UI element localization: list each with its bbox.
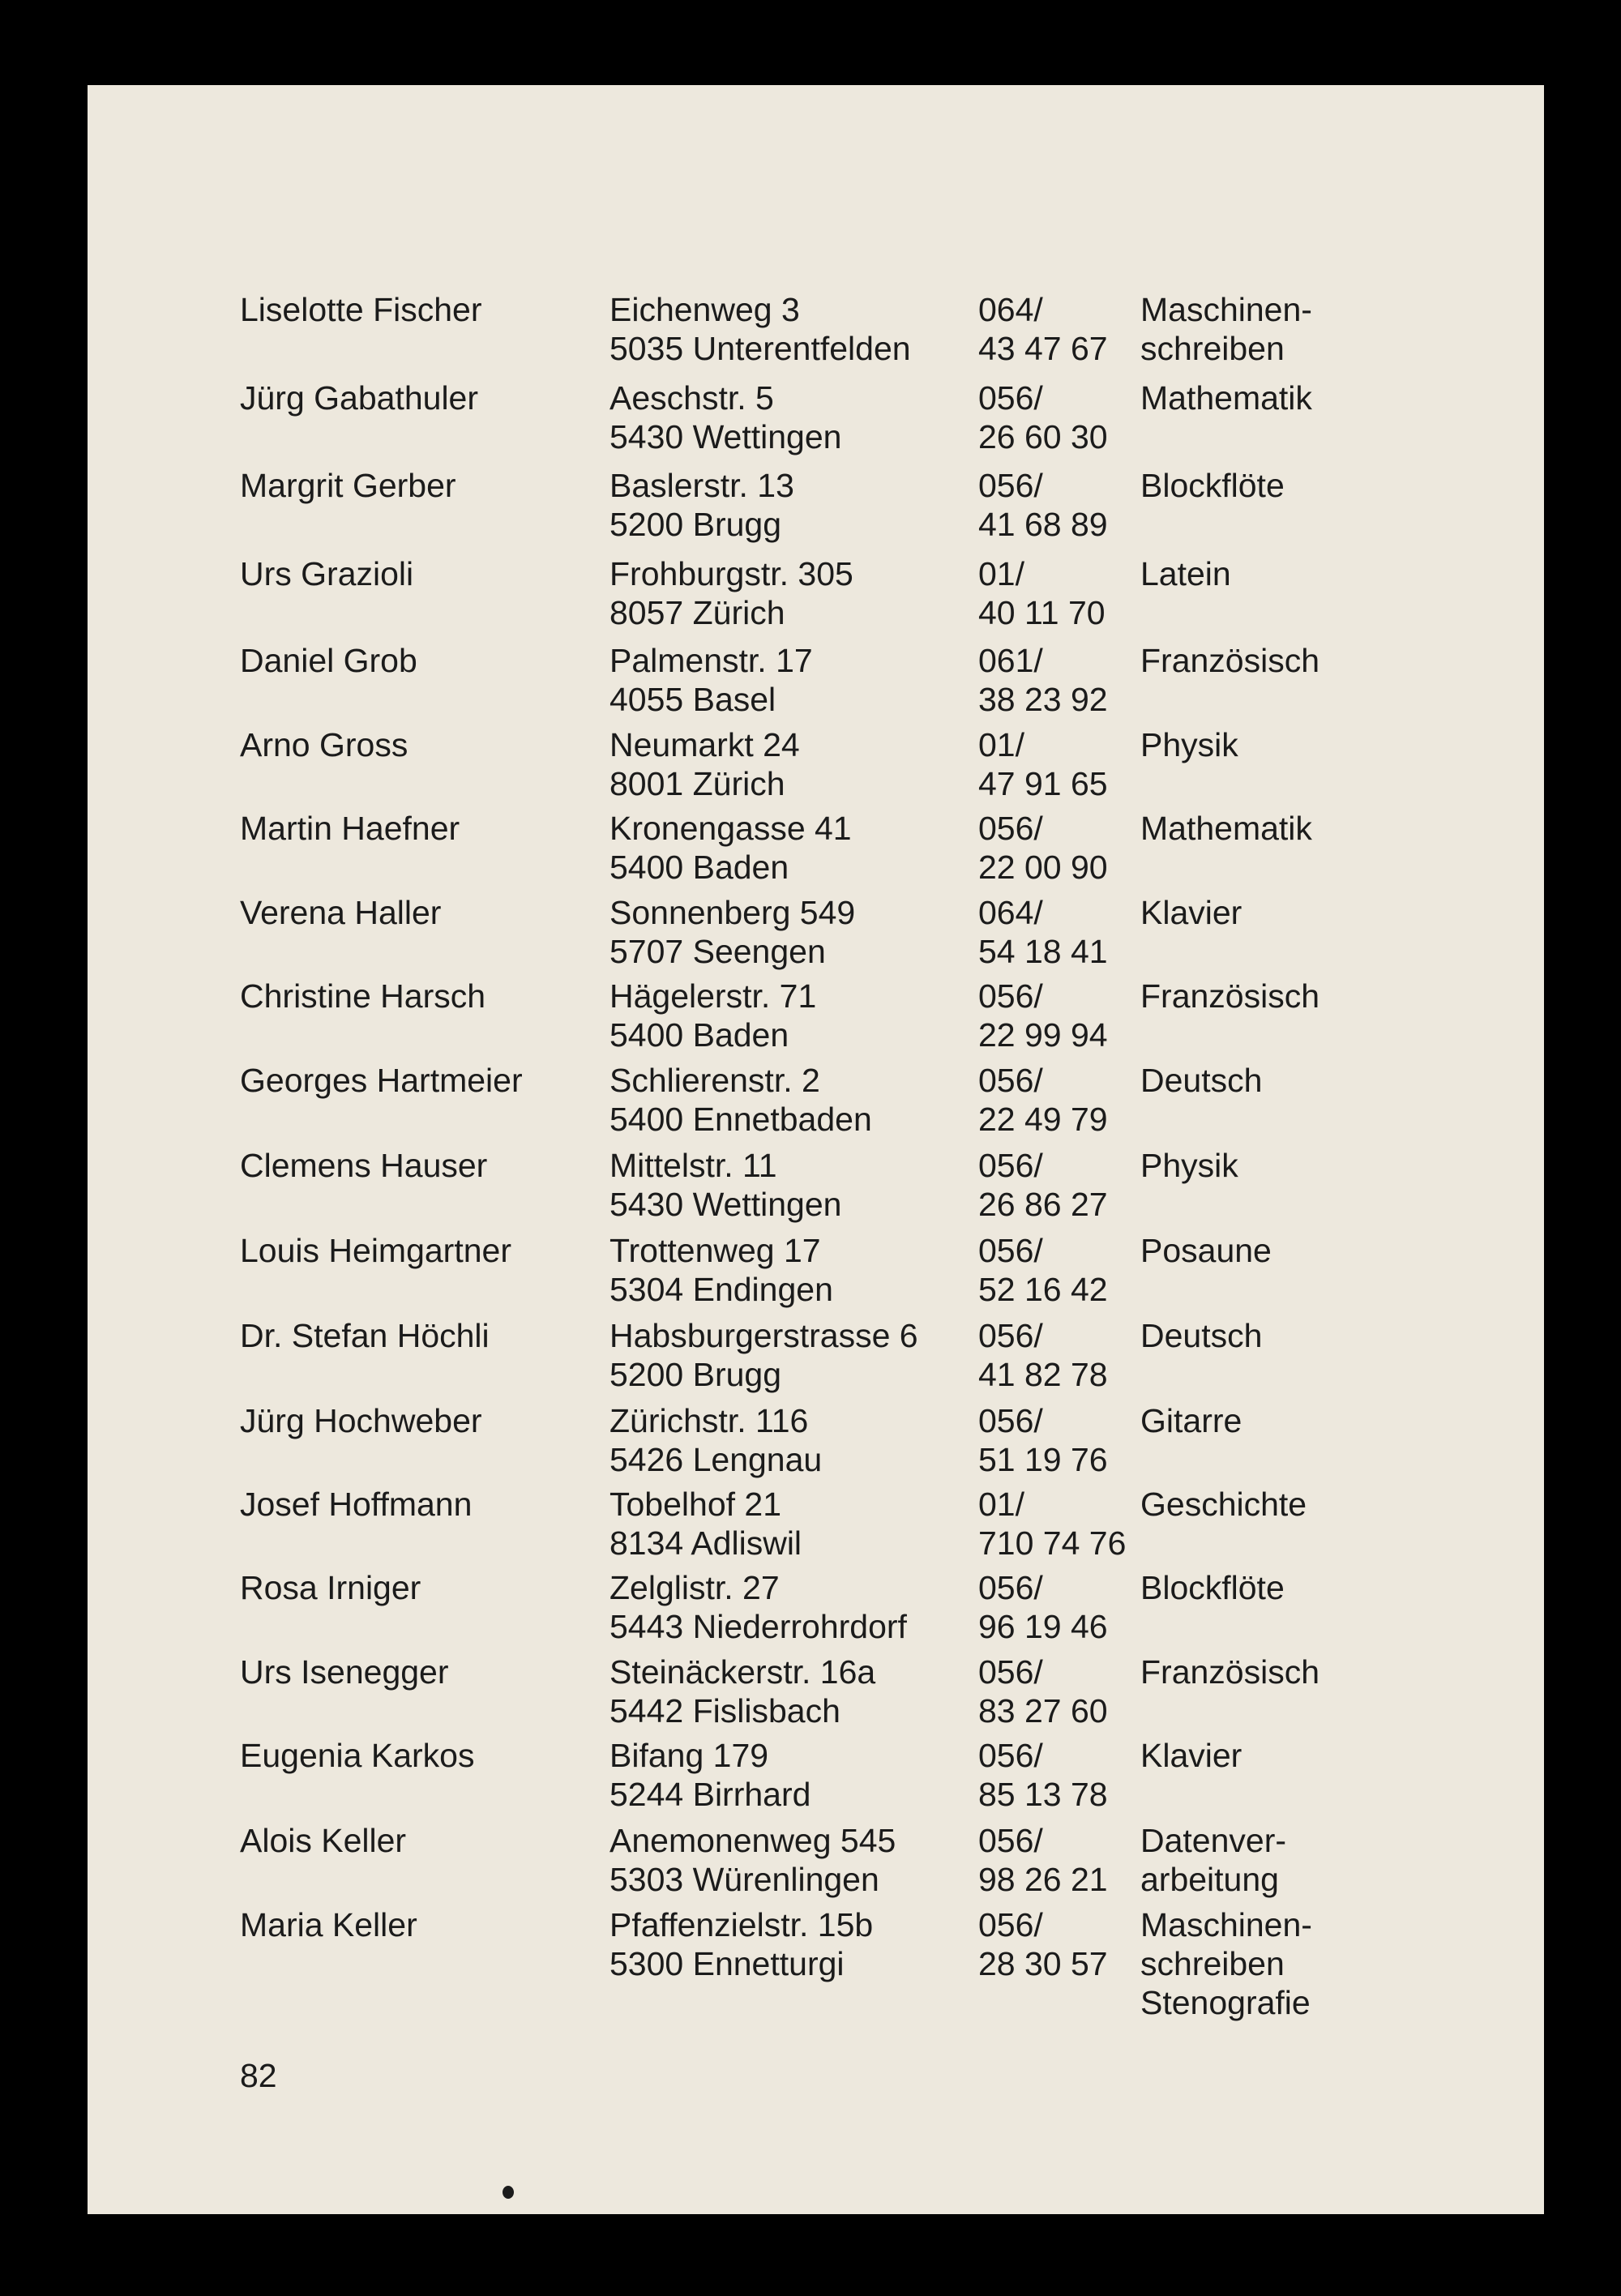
entry-phone: [978, 725, 1108, 803]
text-line: 54 18 41: [978, 933, 1108, 970]
text-line: 056/: [978, 810, 1043, 847]
directory-entry: [88, 1485, 1544, 1574]
text-line: 056/: [978, 467, 1043, 504]
entry-address: [609, 893, 855, 971]
entry-phone: [978, 1061, 1108, 1139]
entry-phone: [978, 1401, 1108, 1479]
entry-address: [609, 1653, 875, 1730]
entry-name: [240, 290, 482, 329]
text-line: 5303 Würenlingen: [609, 1861, 879, 1898]
text-line: Josef Hoffmann: [240, 1486, 473, 1523]
text-line: 51 19 76: [978, 1441, 1108, 1478]
text-line: 98 26 21: [978, 1861, 1108, 1898]
entry-subject: [1140, 809, 1312, 848]
directory-entry: [88, 641, 1544, 730]
directory-entry: [88, 1401, 1544, 1490]
entry-subject: [1140, 466, 1285, 505]
ink-speck: [503, 2186, 514, 2199]
directory-entry: [88, 1905, 1544, 2021]
entry-subject: [1140, 1061, 1262, 1100]
directory-entry: [88, 1061, 1544, 1150]
entry-name: [240, 466, 456, 505]
text-line: Arno Gross: [240, 726, 408, 763]
directory-entry: [88, 466, 1544, 555]
text-line: Clemens Hauser: [240, 1147, 488, 1184]
text-line: 5400 Ennetbaden: [609, 1101, 872, 1138]
text-line: 22 99 94: [978, 1016, 1108, 1054]
text-line: Posaune: [1140, 1232, 1272, 1269]
text-line: Rosa Irniger: [240, 1569, 421, 1606]
text-line: 5300 Ennetturgi: [609, 1945, 845, 1982]
text-line: 056/: [978, 1822, 1043, 1859]
directory-entry: [88, 1821, 1544, 1910]
text-line: 5430 Wettingen: [609, 1186, 842, 1223]
text-line: 5400 Baden: [609, 1016, 789, 1054]
text-line: 8134 Adliswil: [609, 1524, 802, 1562]
entry-name: [240, 1316, 490, 1355]
text-line: Zelglistr. 27: [609, 1569, 780, 1606]
entry-name: [240, 1568, 421, 1607]
entry-subject: [1140, 1401, 1242, 1440]
text-line: 056/: [978, 1317, 1043, 1354]
text-line: Dr. Stefan Höchli: [240, 1317, 490, 1354]
text-line: 43 47 67: [978, 330, 1108, 367]
text-line: 056/: [978, 1737, 1043, 1774]
text-line: Trottenweg 17: [609, 1232, 821, 1269]
entry-phone: [978, 893, 1108, 971]
directory-entry: [88, 1231, 1544, 1320]
entry-address: [609, 290, 911, 368]
text-line: 22 00 90: [978, 849, 1108, 886]
entry-name: [240, 1485, 472, 1524]
text-line: Jürg Hochweber: [240, 1402, 482, 1439]
text-line: Neumarkt 24: [609, 726, 800, 763]
entry-name: [240, 893, 441, 932]
entry-name: [240, 809, 460, 848]
entry-subject: [1140, 1568, 1285, 1607]
text-line: 5200 Brugg: [609, 506, 782, 543]
directory-entry: [88, 1146, 1544, 1235]
entry-subject: [1140, 641, 1319, 680]
entry-name: [240, 378, 478, 417]
entry-address: [609, 977, 816, 1054]
text-line: 96 19 46: [978, 1608, 1108, 1645]
entry-name: [240, 1653, 449, 1691]
text-line: Eichenweg 3: [609, 291, 800, 328]
entry-address: [609, 1821, 896, 1899]
entry-phone: [978, 1821, 1108, 1899]
text-line: 01/: [978, 555, 1024, 592]
text-line: 26 86 27: [978, 1186, 1108, 1223]
text-line: 41 82 78: [978, 1356, 1108, 1393]
text-line: 26 60 30: [978, 418, 1108, 455]
text-line: Habsburgerstrasse 6: [609, 1317, 918, 1354]
entry-phone: [978, 977, 1108, 1054]
directory-entry: [88, 1736, 1544, 1825]
entry-address: [609, 725, 800, 803]
entry-subject: [1140, 1653, 1319, 1691]
text-line: Liselotte Fischer: [240, 291, 482, 328]
text-line: 056/: [978, 1653, 1043, 1691]
entry-phone: [978, 378, 1108, 456]
text-line: Pfaffenzielstr. 15b: [609, 1906, 874, 1943]
text-line: Aeschstr. 5: [609, 379, 774, 417]
entry-name: [240, 1231, 511, 1270]
text-line: 061/: [978, 642, 1043, 679]
text-line: Margrit Gerber: [240, 467, 456, 504]
text-line: Zürichstr. 116: [609, 1402, 809, 1439]
text-line: Maschinen-: [1140, 1906, 1312, 1943]
directory-entry: [88, 554, 1544, 643]
entry-phone: [978, 554, 1106, 632]
entry-name: [240, 641, 417, 680]
text-line: Christine Harsch: [240, 977, 486, 1015]
text-line: 056/: [978, 379, 1043, 417]
entry-subject: [1140, 893, 1242, 932]
entry-phone: [978, 1231, 1108, 1309]
text-line: 056/: [978, 977, 1043, 1015]
directory-entry: [88, 809, 1544, 898]
text-line: Mathematik: [1140, 810, 1312, 847]
entry-subject: [1140, 554, 1231, 593]
directory-entry: [88, 977, 1544, 1066]
entry-subject: [1140, 290, 1312, 368]
entry-address: [609, 466, 794, 544]
text-line: 5035 Unterentfelden: [609, 330, 911, 367]
text-line: 5443 Niederrohrdorf: [609, 1608, 907, 1645]
text-line: 056/: [978, 1569, 1043, 1606]
text-line: Sonnenberg 549: [609, 894, 856, 931]
text-line: 41 68 89: [978, 506, 1108, 543]
text-line: Französisch: [1140, 642, 1320, 679]
text-line: arbeitung: [1140, 1861, 1279, 1898]
text-line: Blockflöte: [1140, 1569, 1285, 1606]
entry-phone: [978, 809, 1108, 887]
text-line: Latein: [1140, 555, 1231, 592]
entry-address: [609, 378, 841, 456]
entry-subject: [1140, 1821, 1286, 1899]
directory-entry: [88, 893, 1544, 982]
entry-name: [240, 554, 413, 593]
text-line: 064/: [978, 291, 1043, 328]
directory-entry: [88, 1316, 1544, 1405]
entry-phone: [978, 1568, 1108, 1646]
entry-address: [609, 641, 813, 719]
text-line: 710 74 76: [978, 1524, 1127, 1562]
entry-address: [609, 1401, 822, 1479]
text-line: 22 49 79: [978, 1101, 1108, 1138]
text-line: Deutsch: [1140, 1062, 1263, 1099]
entry-address: [609, 1231, 833, 1309]
text-line: 5200 Brugg: [609, 1356, 782, 1393]
text-line: 056/: [978, 1906, 1043, 1943]
entry-subject: [1140, 1231, 1272, 1270]
entry-phone: [978, 466, 1108, 544]
text-line: Baslerstr. 13: [609, 467, 794, 504]
text-line: Maschinen-: [1140, 291, 1312, 328]
text-line: Urs Grazioli: [240, 555, 414, 592]
text-line: 28 30 57: [978, 1945, 1108, 1982]
text-line: Mittelstr. 11: [609, 1147, 777, 1184]
text-line: 5430 Wettingen: [609, 418, 842, 455]
text-line: Mathematik: [1140, 379, 1312, 417]
text-line: Martin Haefner: [240, 810, 460, 847]
text-line: Hägelerstr. 71: [609, 977, 817, 1015]
entry-phone: [978, 1316, 1108, 1394]
text-line: schreiben: [1140, 330, 1285, 367]
text-line: Palmenstr. 17: [609, 642, 813, 679]
text-line: 52 16 42: [978, 1271, 1108, 1308]
text-line: 064/: [978, 894, 1043, 931]
text-line: Frohburgstr. 305: [609, 555, 853, 592]
text-line: 4055 Basel: [609, 681, 776, 718]
entry-subject: [1140, 977, 1319, 1015]
text-line: Jürg Gabathuler: [240, 379, 479, 417]
text-line: 01/: [978, 1486, 1024, 1523]
directory-entry: [88, 1653, 1544, 1742]
page-number: 82: [240, 2057, 277, 2094]
entry-name: [240, 1905, 417, 1944]
text-line: Eugenia Karkos: [240, 1737, 475, 1774]
text-line: 85 13 78: [978, 1776, 1108, 1813]
text-line: 01/: [978, 726, 1024, 763]
text-line: 5304 Endingen: [609, 1271, 833, 1308]
text-line: 83 27 60: [978, 1692, 1108, 1729]
entry-name: [240, 1146, 487, 1185]
text-line: Datenver-: [1140, 1822, 1287, 1859]
directory-entry: [88, 725, 1544, 815]
directory-entry: [88, 378, 1544, 468]
entry-subject: [1140, 1736, 1242, 1775]
text-line: 056/: [978, 1402, 1043, 1439]
entry-phone: [978, 1905, 1108, 1983]
text-line: Anemonenweg 545: [609, 1822, 896, 1859]
entry-phone: [978, 1736, 1108, 1814]
text-line: Deutsch: [1140, 1317, 1263, 1354]
text-line: Französisch: [1140, 977, 1320, 1015]
entry-subject: [1140, 378, 1312, 417]
text-line: Kronengasse 41: [609, 810, 852, 847]
text-line: Physik: [1140, 1147, 1238, 1184]
text-line: schreiben: [1140, 1945, 1285, 1982]
entry-subject: [1140, 1905, 1312, 2022]
entry-address: [609, 1568, 907, 1646]
entry-name: [240, 1061, 523, 1100]
text-line: Georges Hartmeier: [240, 1062, 523, 1099]
text-line: Klavier: [1140, 1737, 1242, 1774]
text-line: Gitarre: [1140, 1402, 1242, 1439]
text-line: 5442 Fislisbach: [609, 1692, 840, 1729]
entry-phone: [978, 641, 1108, 719]
entry-address: [609, 1146, 841, 1224]
entry-address: [609, 1905, 873, 1983]
text-line: Blockflöte: [1140, 467, 1285, 504]
text-line: 056/: [978, 1147, 1043, 1184]
text-line: 8057 Zürich: [609, 594, 785, 631]
text-line: Geschichte: [1140, 1486, 1307, 1523]
entry-subject: [1140, 725, 1238, 764]
entry-address: [609, 809, 852, 887]
directory-entry: [88, 1568, 1544, 1657]
entry-name: [240, 1401, 482, 1440]
entry-subject: [1140, 1485, 1307, 1524]
text-line: 8001 Zürich: [609, 765, 785, 802]
text-line: 47 91 65: [978, 765, 1108, 802]
text-line: Maria Keller: [240, 1906, 417, 1943]
text-line: Klavier: [1140, 894, 1242, 931]
text-line: Steinäckerstr. 16a: [609, 1653, 876, 1691]
text-line: 5400 Baden: [609, 849, 789, 886]
entry-address: [609, 1316, 918, 1394]
text-line: 5426 Lengnau: [609, 1441, 823, 1478]
text-line: 40 11 70: [978, 594, 1106, 631]
entry-name: [240, 1821, 406, 1860]
entry-phone: [978, 1146, 1108, 1224]
entry-address: [609, 1061, 872, 1139]
entry-name: [240, 1736, 474, 1775]
text-line: Physik: [1140, 726, 1238, 763]
text-line: Schlierenstr. 2: [609, 1062, 820, 1099]
text-line: Tobelhof 21: [609, 1486, 782, 1523]
text-line: 5707 Seengen: [609, 933, 826, 970]
entry-address: [609, 554, 853, 632]
text-line: Bifang 179: [609, 1737, 769, 1774]
entry-address: [609, 1485, 802, 1563]
text-line: 056/: [978, 1062, 1043, 1099]
entry-name: [240, 725, 408, 764]
entry-phone: [978, 1653, 1108, 1730]
text-line: Louis Heimgartner: [240, 1232, 511, 1269]
entry-name: [240, 977, 485, 1015]
text-line: Daniel Grob: [240, 642, 417, 679]
text-line: 056/: [978, 1232, 1043, 1269]
entry-phone: [978, 290, 1108, 368]
entry-subject: [1140, 1316, 1262, 1355]
entry-address: [609, 1736, 810, 1814]
text-line: 5244 Birrhard: [609, 1776, 811, 1813]
entry-phone: [978, 1485, 1126, 1563]
entry-subject: [1140, 1146, 1238, 1185]
text-line: Urs Isenegger: [240, 1653, 449, 1691]
directory-entry: [88, 290, 1544, 379]
directory-page: [88, 85, 1544, 2214]
text-line: 38 23 92: [978, 681, 1108, 718]
text-line: Alois Keller: [240, 1822, 407, 1859]
text-line: Stenografie: [1140, 1984, 1311, 2021]
text-line: Französisch: [1140, 1653, 1320, 1691]
text-line: Verena Haller: [240, 894, 442, 931]
